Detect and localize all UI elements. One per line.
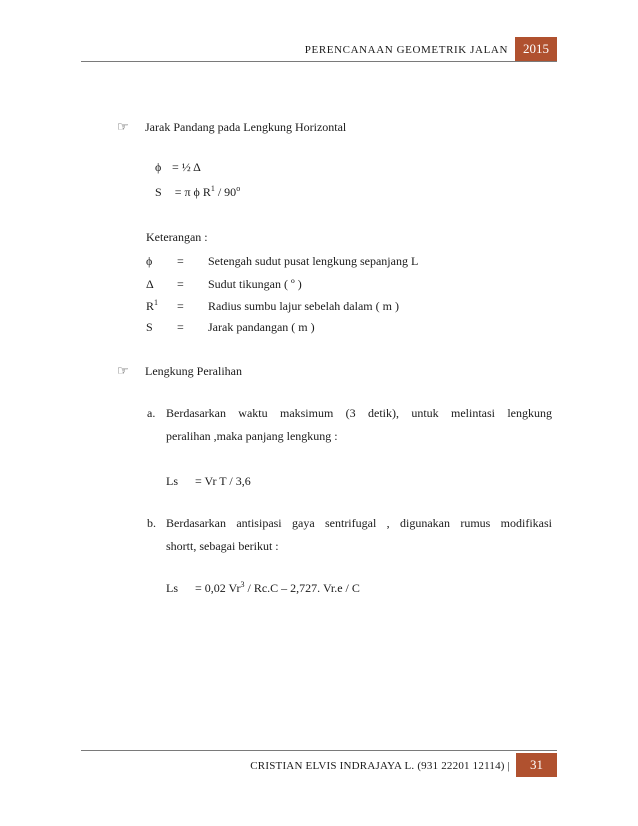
item-a-marker: a. [147, 406, 156, 420]
def-equals: = [177, 277, 184, 291]
item-b-formula-lhs: Ls [166, 581, 178, 595]
footer-author: CRISTIAN ELVIS INDRAJAYA L. (931 22201 12114) | [250, 760, 510, 772]
formula2-lhs: S [155, 185, 162, 199]
def-description: Radius sumbu lajur sebelah dalam ( m ) [208, 299, 399, 313]
def-symbol: ϕ [146, 254, 153, 268]
item-b-line1: Berdasarkan antisipasi gaya sentrifugal , digunakan rumus modifikasi [166, 516, 552, 530]
item-b-formula-rhs-sup: 3 [240, 580, 245, 589]
formula2 [155, 185, 240, 200]
header-year-badge: 2015 [515, 37, 557, 61]
section2-heading: Lengkung Peralihan [145, 364, 242, 378]
def-equals: = [177, 254, 184, 268]
formula2-rhs-sup2: o [236, 184, 241, 193]
def-symbol-sup: 1 [154, 298, 159, 307]
def-equals: = [177, 320, 184, 334]
item-b-formula-rhs [195, 581, 360, 596]
header-title: PERENCANAAN GEOMETRIK JALAN [304, 44, 508, 56]
def-description: Sudut tikungan ( º ) [208, 277, 302, 291]
item-a-formula-rhs: = Vr T / 3,6 [195, 474, 251, 488]
keterangan-label: Keterangan : [146, 230, 208, 244]
footer-rule [81, 750, 557, 751]
page-number-badge: 31 [516, 753, 557, 777]
def-symbol: Δ [146, 277, 154, 291]
def-symbol [146, 299, 158, 314]
formula1-lhs: ϕ [155, 160, 162, 174]
pointing-hand-icon: ☞ [117, 119, 129, 134]
def-symbol-base: R [146, 299, 155, 313]
def-symbol: S [146, 320, 153, 334]
formula2-rhs-a: = π ϕ R [174, 185, 211, 199]
def-equals: = [177, 299, 184, 313]
item-b-marker: b. [147, 516, 156, 530]
def-description: Jarak pandangan ( m ) [208, 320, 315, 334]
formula2-rhs-b: / 90 [214, 185, 237, 199]
header-rule [81, 61, 557, 62]
item-a-line2: peralihan ,maka panjang lengkung : [166, 429, 338, 443]
section1-heading: Jarak Pandang pada Lengkung Horizontal [145, 120, 347, 134]
item-a-formula-lhs: Ls [166, 474, 178, 488]
item-a-line1: Berdasarkan waktu maksimum (3 detik), untuk melintasi lengkung [166, 406, 552, 420]
item-b-line2: shortt, sebagai berikut : [166, 539, 279, 553]
pointing-hand-icon: ☞ [117, 363, 129, 378]
item-b-formula-rhs-a: = 0,02 Vr [195, 581, 241, 595]
formula1-rhs: = ½ Δ [172, 160, 201, 174]
def-description: Setengah sudut pusat lengkung sepanjang L [208, 254, 419, 268]
item-b-formula-rhs-b: / Rc.C – 2,727. Vr.e / C [244, 581, 360, 595]
formula2-rhs-sup: 1 [210, 184, 215, 193]
